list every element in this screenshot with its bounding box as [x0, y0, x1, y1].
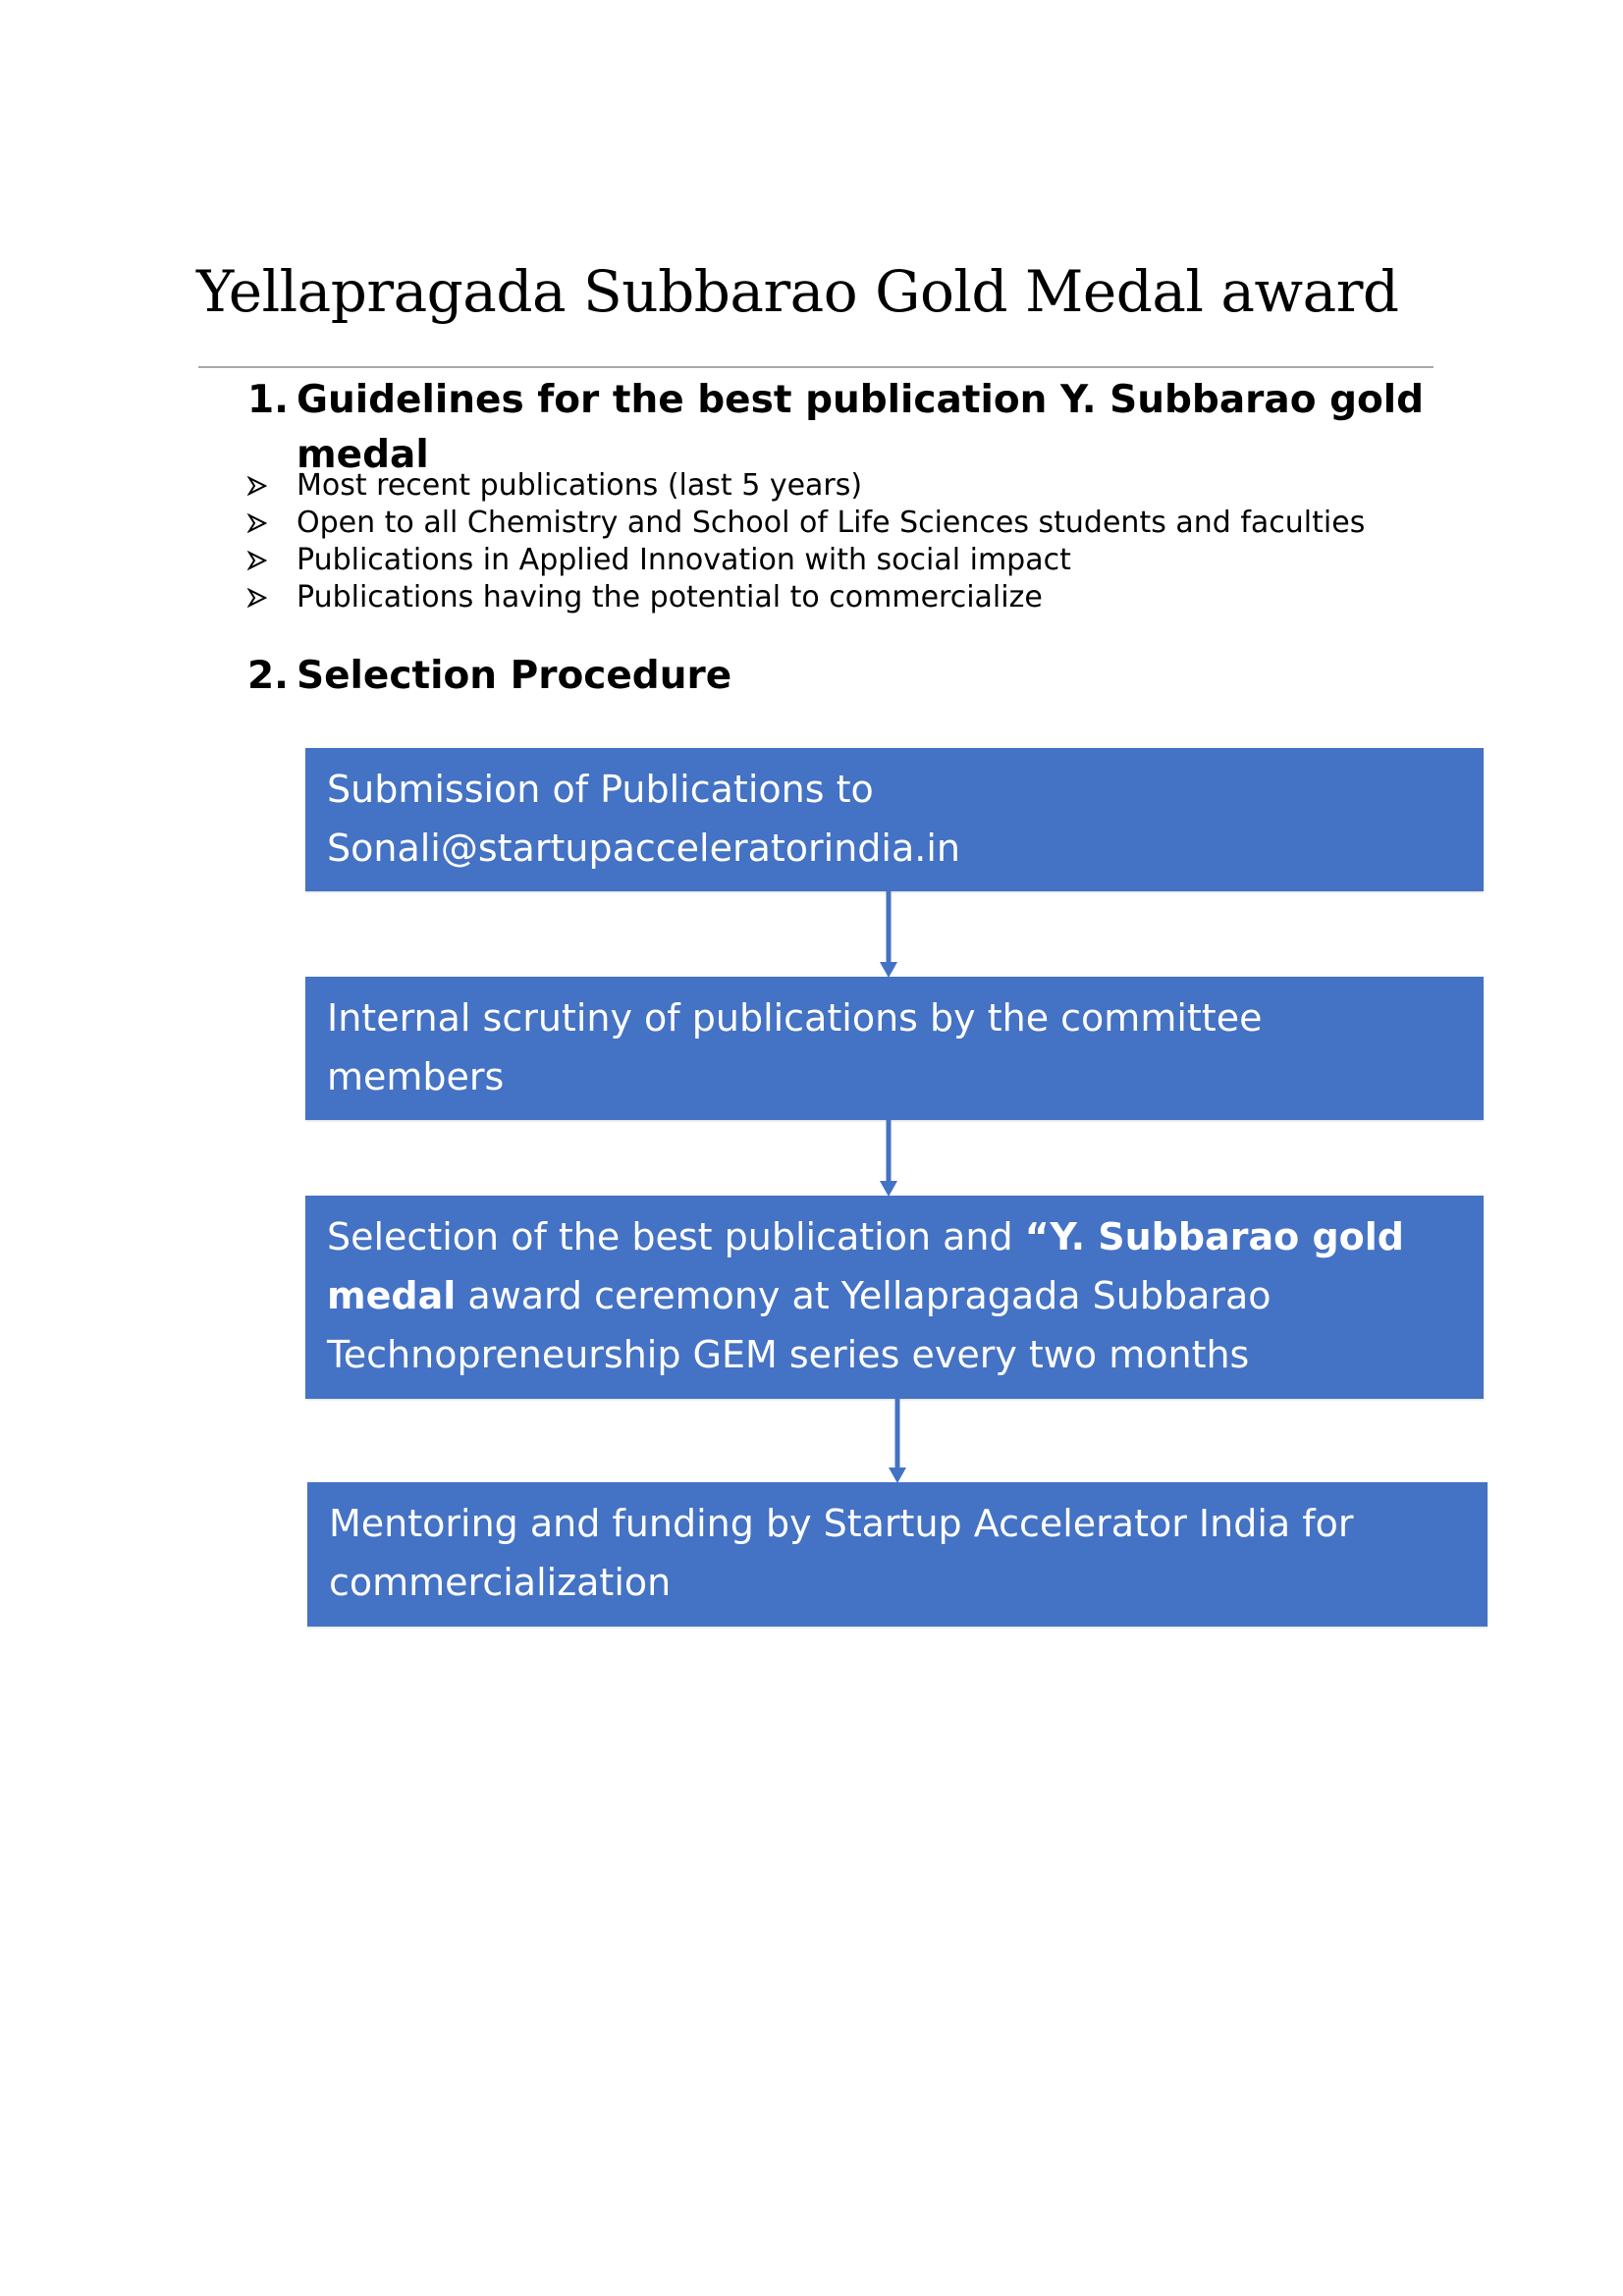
- title-divider: [198, 366, 1434, 368]
- flow-step-text: Selection of the best publication and: [327, 1215, 1025, 1258]
- section-1-number: 1.: [247, 378, 289, 422]
- section-2-title: Selection Procedure: [297, 654, 732, 698]
- flow-step-mentoring: [307, 1482, 1488, 1627]
- arrowhead-bullet-icon: [247, 513, 267, 533]
- guideline-item: [247, 467, 1465, 505]
- down-arrow-icon: [888, 1399, 907, 1483]
- guideline-text: Publications having the potential to commercialize: [297, 580, 1043, 614]
- guideline-text: Publications in Applied Innovation with social impact: [297, 543, 1071, 577]
- section-2-heading: [247, 649, 731, 704]
- arrowhead-bullet-icon: [247, 588, 267, 608]
- down-arrow-icon: [879, 1120, 898, 1197]
- down-arrow-icon: [879, 891, 898, 978]
- flow-step-text: Mentoring and funding by Startup Accelerator India for: [329, 1502, 1354, 1545]
- guideline-text: Most recent publications (last 5 years): [297, 468, 863, 503]
- guidelines-list: [247, 467, 1465, 616]
- award-name: “Y. Subbarao gold medal: [327, 1215, 1404, 1317]
- guideline-item: [247, 579, 1465, 616]
- page-title: Yellapragada Subbarao Gold Medal award: [196, 258, 1399, 325]
- flow-step-selection: [305, 1196, 1484, 1399]
- guideline-item: [247, 505, 1465, 542]
- arrowhead-bullet-icon: [247, 551, 267, 570]
- flow-step-scrutiny: [305, 977, 1484, 1120]
- guideline-text: Open to all Chemistry and School of Life Sciences students and faculties: [297, 506, 1366, 540]
- arrowhead-bullet-icon: [247, 476, 267, 496]
- flow-step-text: Internal scrutiny of publications by the committee: [327, 996, 1263, 1040]
- flow-step-email: Sonali@startupacceleratorindia.in: [327, 827, 960, 870]
- flow-step-text: commercialization: [329, 1561, 672, 1604]
- section-1-title: Guidelines for the best publication Y. Subbarao gold medal: [297, 378, 1425, 477]
- flow-step-text: members: [327, 1055, 505, 1098]
- flow-step-submission: [305, 748, 1484, 891]
- section-2-number: 2.: [247, 654, 289, 698]
- guideline-item: [247, 542, 1465, 579]
- flow-step-text: Submission of Publications to: [327, 768, 874, 811]
- flow-step-text: award ceremony at Yellapragada Subbarao Technopreneurship GEM series every two months: [327, 1274, 1271, 1376]
